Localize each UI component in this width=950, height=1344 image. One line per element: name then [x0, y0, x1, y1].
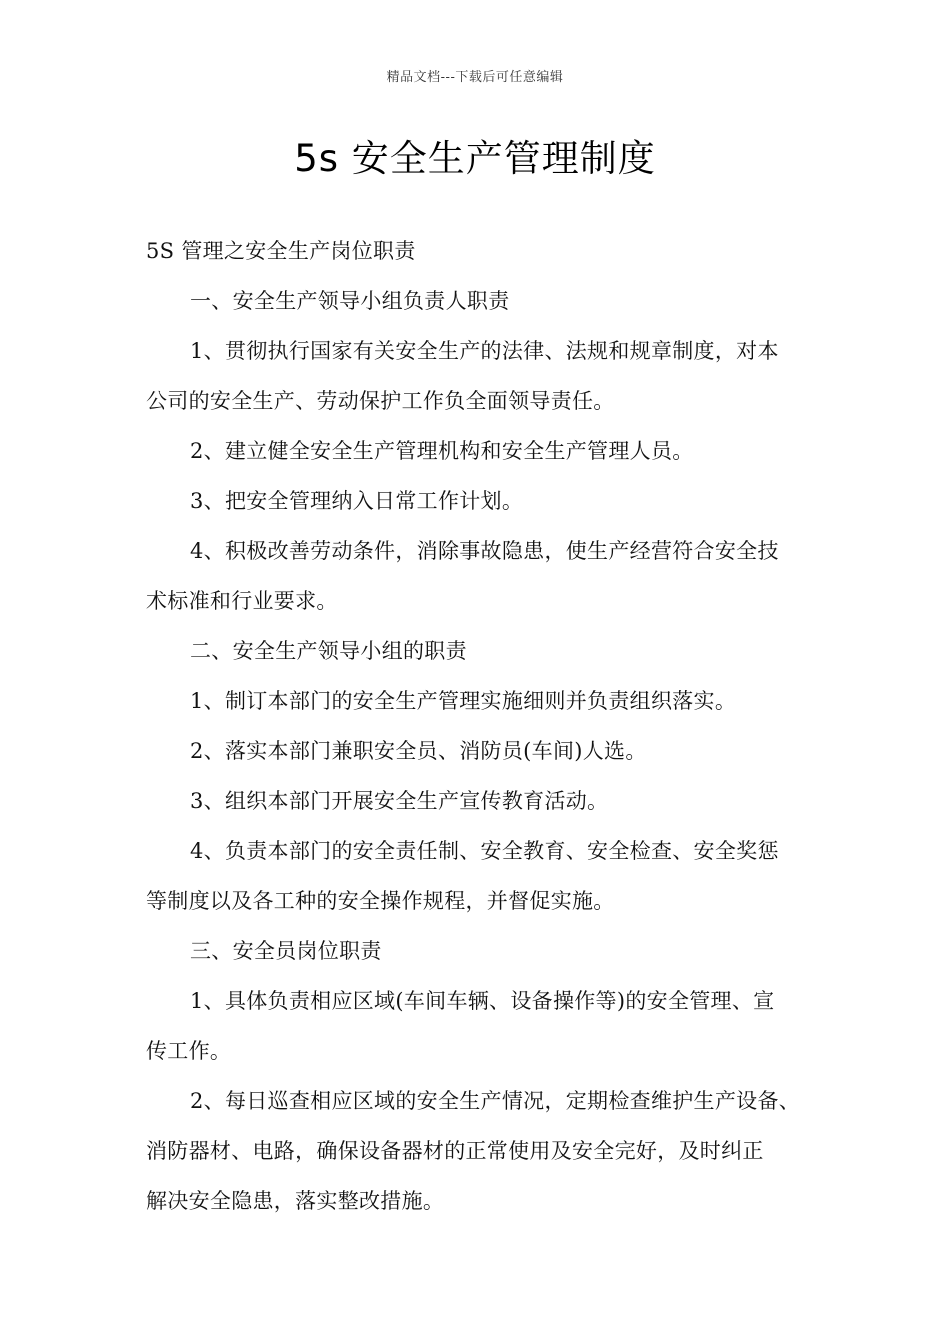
paragraph-line: 公司的安全生产、劳动保护工作负全面领导责任。 [146, 389, 615, 413]
paragraph-line: 4、负责本部门的安全责任制、安全教育、安全检查、安全奖惩 [190, 839, 779, 863]
paragraph-line: 2、落实本部门兼职安全员、消防员(车间)人选。 [190, 739, 647, 763]
paragraph-line: 消防器材、电路，确保设备器材的正常使用及安全完好，及时纠正 [146, 1139, 764, 1163]
paragraph-line: 3、组织本部门开展安全生产宣传教育活动。 [190, 789, 609, 813]
paragraph-line: 等制度以及各工种的安全操作规程，并督促实施。 [146, 889, 615, 913]
paragraph-line: 传工作。 [146, 1039, 232, 1063]
paragraph-line: 1、贯彻执行国家有关安全生产的法律、法规和规章制度，对本 [190, 339, 779, 363]
paragraph-line: 解决安全隐患，落实整改措施。 [146, 1189, 445, 1213]
header-note: 精品文档---下载后可任意编辑 [386, 70, 564, 85]
paragraph-line: 1、制订本部门的安全生产管理实施细则并负责组织落实。 [190, 689, 737, 713]
paragraph-line: 2、每日巡查相应区域的安全生产情况，定期检查维护生产设备、 [190, 1089, 801, 1113]
paragraph-line: 2、建立健全安全生产管理机构和安全生产管理人员。 [190, 439, 694, 463]
paragraph-line: 4、积极改善劳动条件，消除事故隐患，使生产经营符合安全技 [190, 539, 779, 563]
paragraph-line: 1、具体负责相应区域(车间车辆、设备操作等)的安全管理、宣 [190, 989, 775, 1013]
document-title: 5s 安全生产管理制度 [294, 137, 656, 180]
document-body [146, 226, 816, 1226]
subsection-heading: 三、安全员岗位职责 [190, 939, 382, 963]
subsection-heading: 二、安全生产领导小组的职责 [190, 639, 467, 663]
subsection-heading: 一、安全生产领导小组负责人职责 [190, 289, 510, 313]
section-heading: 5S 管理之安全生产岗位职责 [146, 239, 416, 263]
paragraph-line: 术标准和行业要求。 [146, 589, 338, 613]
paragraph-line: 3、把安全管理纳入日常工作计划。 [190, 489, 524, 513]
